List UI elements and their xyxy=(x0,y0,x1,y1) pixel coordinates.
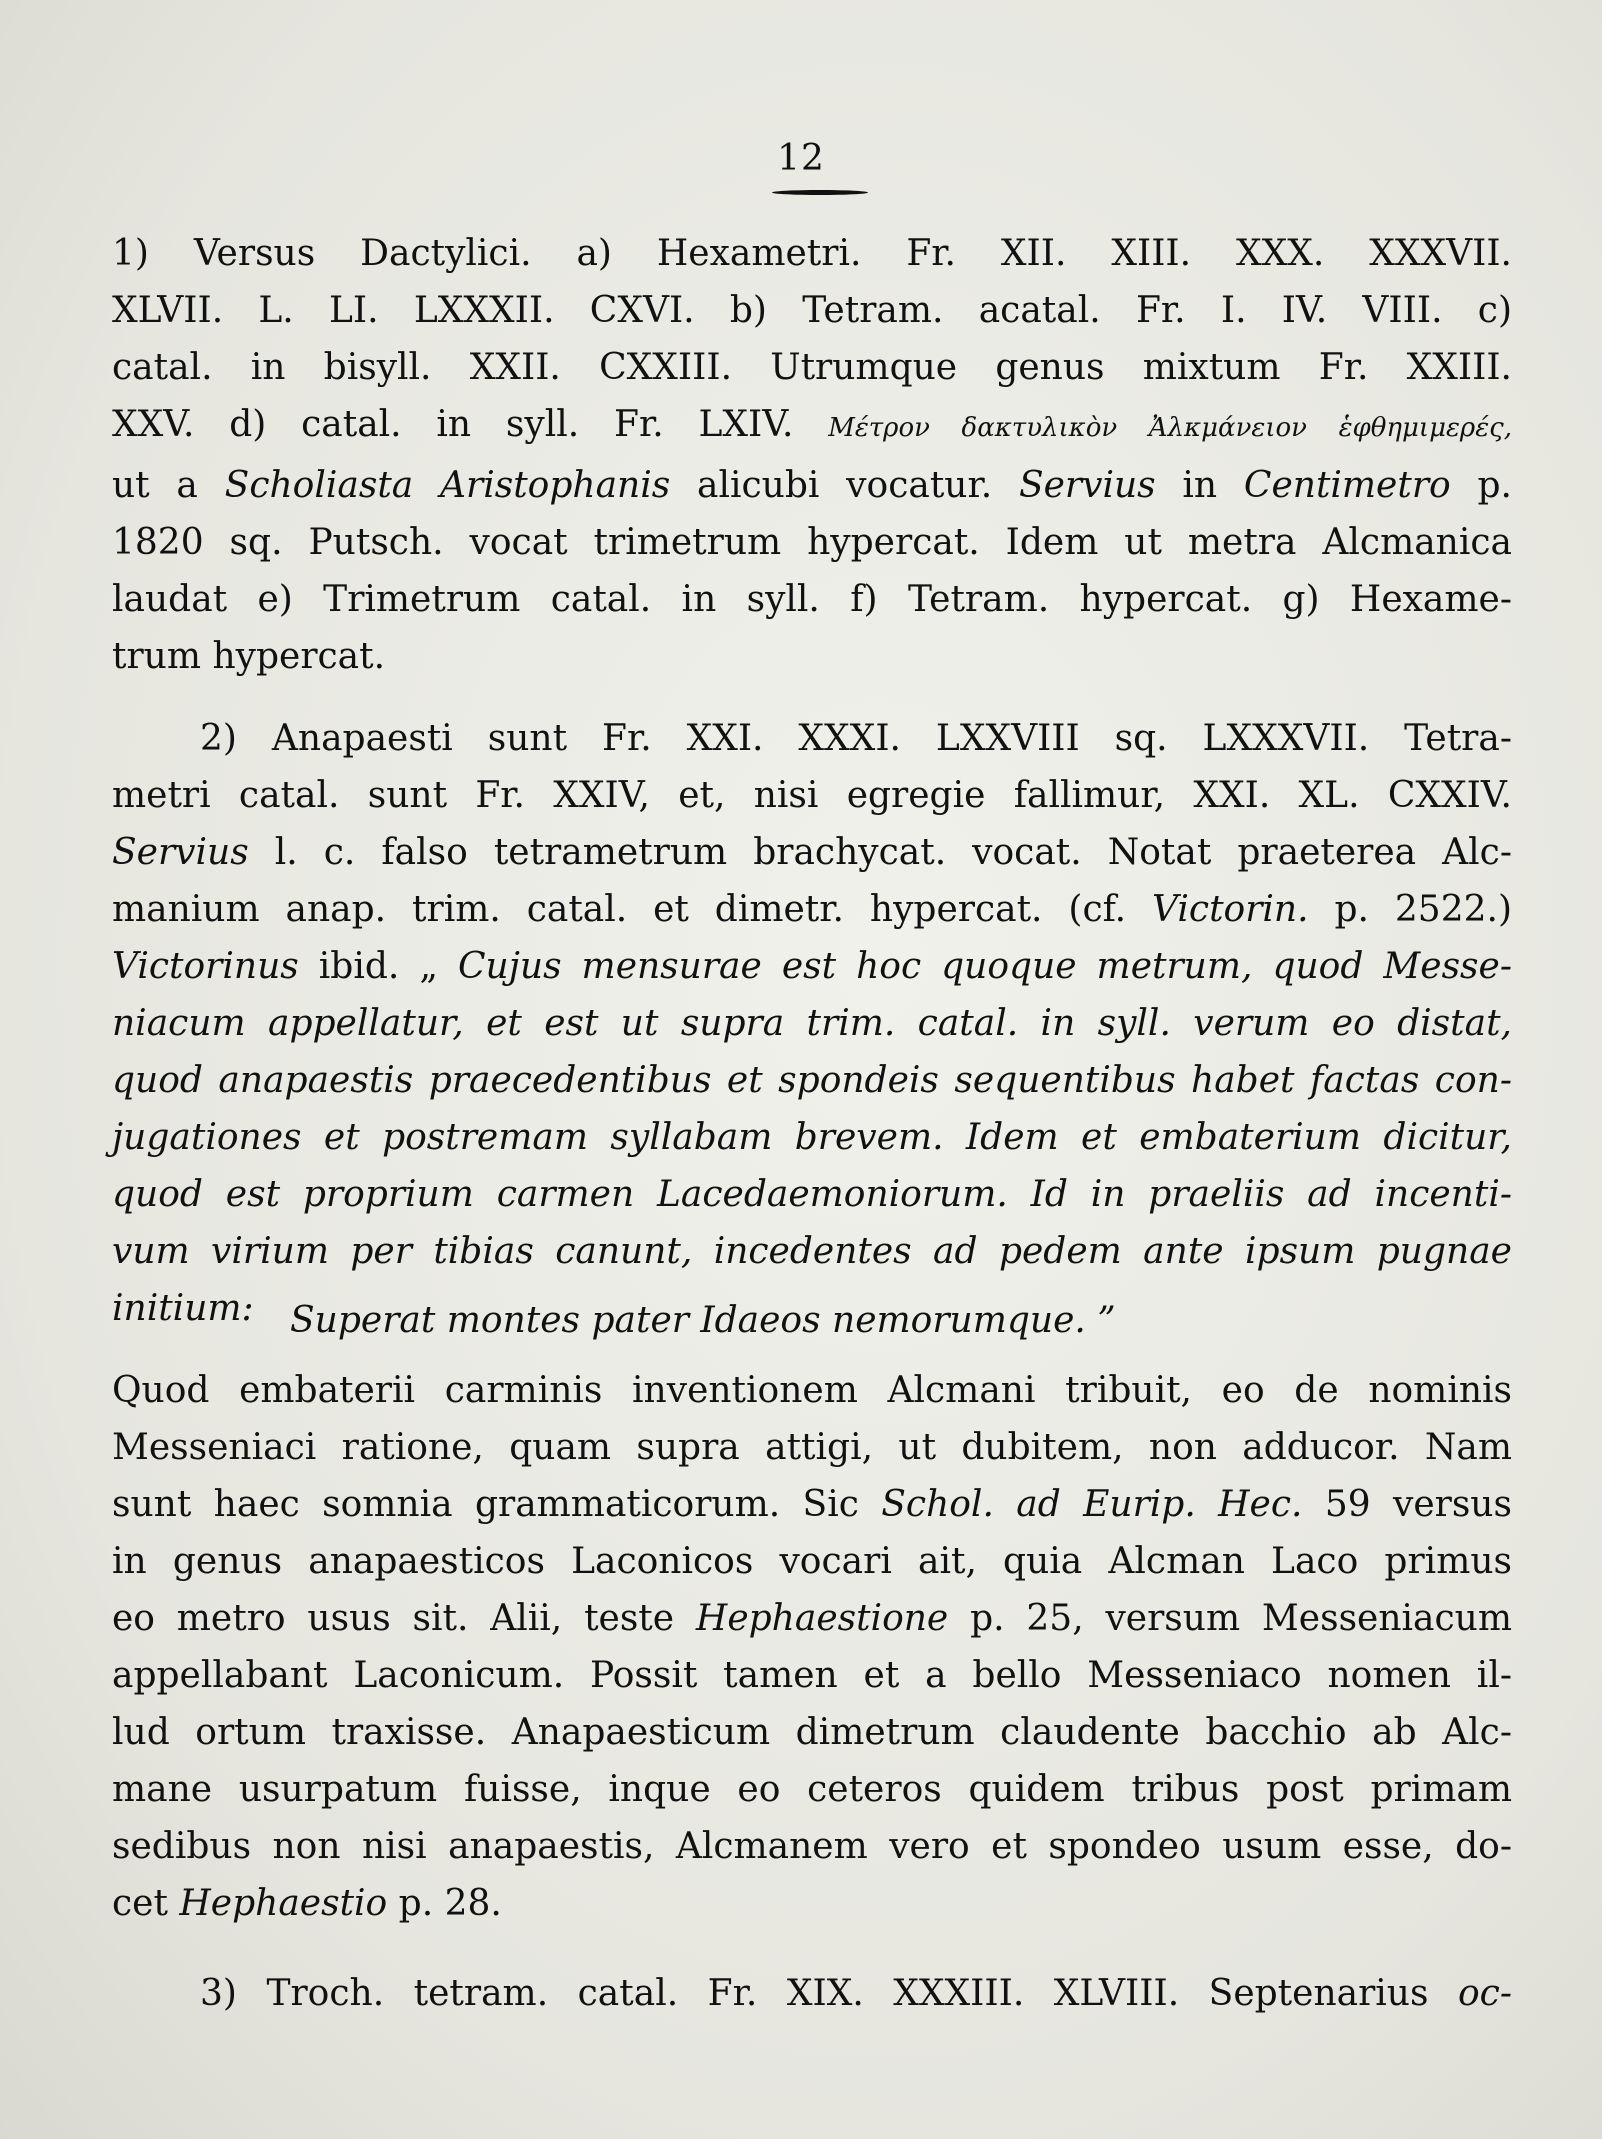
text-line: laudat e) Trimetrum catal. in syll. f) Tetram. hypercat. g) Hexame- xyxy=(112,579,1512,620)
italic-run: Centimetro xyxy=(1243,465,1451,506)
text-line: jugationes et postremam syllabam brevem. Idem et embaterium dicitur, xyxy=(112,1117,1512,1158)
text-run: cet xyxy=(112,1883,168,1924)
text-run: sunt haec somnia grammaticorum. Sic xyxy=(112,1484,859,1525)
text-line: catal. in bisyll. XXII. CXXIII. Utrumque genus mixtum Fr. XXIII. xyxy=(112,347,1512,388)
text-line: 1820 sq. Putsch. vocat trimetrum hypercat. Idem ut metra Alcmanica xyxy=(112,522,1512,563)
italic-run: oc- xyxy=(1458,1973,1512,2014)
text-line: 2) Anapaesti sunt Fr. XXI. XXXI. LXXVIII sq. LXXXVII. Tetra- xyxy=(200,718,1512,759)
italic-run: Servius xyxy=(112,832,249,873)
italic-run: Schol. ad Eurip. Hec. xyxy=(881,1484,1303,1525)
text-line: niacum appellatur, et est ut supra trim. catal. in syll. verum eo distat, xyxy=(112,1003,1512,1044)
text-line: appellabant Laconicum. Possit tamen et a bello Messeniaco nomen il- xyxy=(112,1655,1512,1696)
text-line: 1) Versus Dactylici. a) Hexametri. Fr. XII. XIII. XXX. XXXVII. xyxy=(112,233,1512,274)
text-line: initium: xyxy=(112,1288,254,1329)
text-run: l. c. falso tetrametrum brachycat. vocat. Notat praeterea Alc- xyxy=(274,832,1512,873)
text-line: quod est proprium carmen Lacedaemoniorum. Id in praeliis ad incenti- xyxy=(112,1174,1512,1215)
text-line xyxy=(112,457,1512,514)
text-run: p. 25, versum Messeniacum xyxy=(970,1598,1512,1639)
text-run: p. xyxy=(1477,465,1512,506)
text-line: mane usurpatum fuisse, inque eo ceteros quidem tribus post primam xyxy=(112,1769,1512,1810)
text-line: sedibus non nisi anapaestis, Alcmanem vero et spondeo usum esse, do- xyxy=(112,1826,1512,1867)
text-line xyxy=(112,1875,1512,1932)
text-run: 59 versus xyxy=(1324,1484,1512,1525)
text-run: eo metro usus sit. Alii, teste xyxy=(112,1598,675,1639)
text-line xyxy=(112,1590,1512,1647)
text-line xyxy=(112,824,1512,881)
paragraph-trochaics xyxy=(112,1965,1512,2022)
text-line xyxy=(112,1965,1512,2022)
italic-run: Hephaestio xyxy=(179,1883,388,1924)
text-run: 3) Troch. tetram. catal. Fr. XIX. XXXIII. XLVIII. Septenarius xyxy=(200,1973,1429,2014)
text-line: quod anapaestis praecedentibus et spondeis sequentibus habet factas con- xyxy=(112,1060,1512,1101)
italic-run: Victorin. xyxy=(1152,889,1309,930)
text-line: trum hypercat. xyxy=(112,636,386,677)
text-line: lud ortum traxisse. Anapaesticum dimetrum claudente bacchio ab Alc- xyxy=(112,1712,1512,1753)
italic-run: Scholiasta Aristophanis xyxy=(224,465,671,506)
paragraph-dactylic-verses xyxy=(112,225,1512,685)
text-run: alicubi vocatur. xyxy=(697,465,993,506)
paragraph-anapaests xyxy=(112,710,1512,1337)
italic-run: Cujus mensurae est hoc quoque metrum, quod Messe- xyxy=(458,946,1512,987)
page-number: 12 xyxy=(777,138,825,179)
text-line: in genus anapaesticos Laconicos vocari ait, quia Alcman Laco primus xyxy=(112,1541,1512,1582)
italic-run: Hephaestione xyxy=(695,1598,949,1639)
text-line: metri catal. sunt Fr. XXIV, et, nisi egregie fallimur, XXI. XL. CXXIV. xyxy=(112,775,1512,816)
text-line: Messeniaci ratione, quam supra attigi, ut dubitem, non adducor. Nam xyxy=(112,1427,1512,1468)
italic-run: Victorinus xyxy=(112,946,299,987)
text-run: ut a xyxy=(112,465,198,506)
greek-quotation: Μέτρον δακτυλικὸν Ἀλκμάνειον ἑφθημιμερές, xyxy=(828,413,1512,443)
verse-quotation: Superat montes pater Idaeos nemorumque. ” xyxy=(290,1300,1116,1341)
page-number-rule xyxy=(772,190,868,195)
text-line xyxy=(112,1476,1512,1533)
paragraph-embaterium xyxy=(112,1362,1512,1932)
italic-run: Servius xyxy=(1018,465,1156,506)
text-run: manium anap. trim. catal. et dimetr. hypercat. (cf. xyxy=(112,889,1127,930)
text-line: Quod embaterii carminis inventionem Alcmani tribuit, eo de nominis xyxy=(112,1370,1512,1411)
text-line: vum virium per tibias canunt, incedentes ad pedem ante ipsum pugnae xyxy=(112,1231,1512,1272)
text-run: p. 28. xyxy=(398,1883,502,1924)
text-run: p. 2522.) xyxy=(1334,889,1513,930)
text-run: in xyxy=(1182,465,1218,506)
text-line xyxy=(112,396,1512,457)
text-line xyxy=(112,881,1512,938)
text-line xyxy=(112,938,1512,995)
text-run: XXV. d) catal. in syll. Fr. LXIV. xyxy=(112,404,794,445)
text-line: XLVII. L. LI. LXXXII. CXVI. b) Tetram. acatal. Fr. I. IV. VIII. c) xyxy=(112,290,1512,331)
text-run: ibid. „ xyxy=(318,946,438,987)
